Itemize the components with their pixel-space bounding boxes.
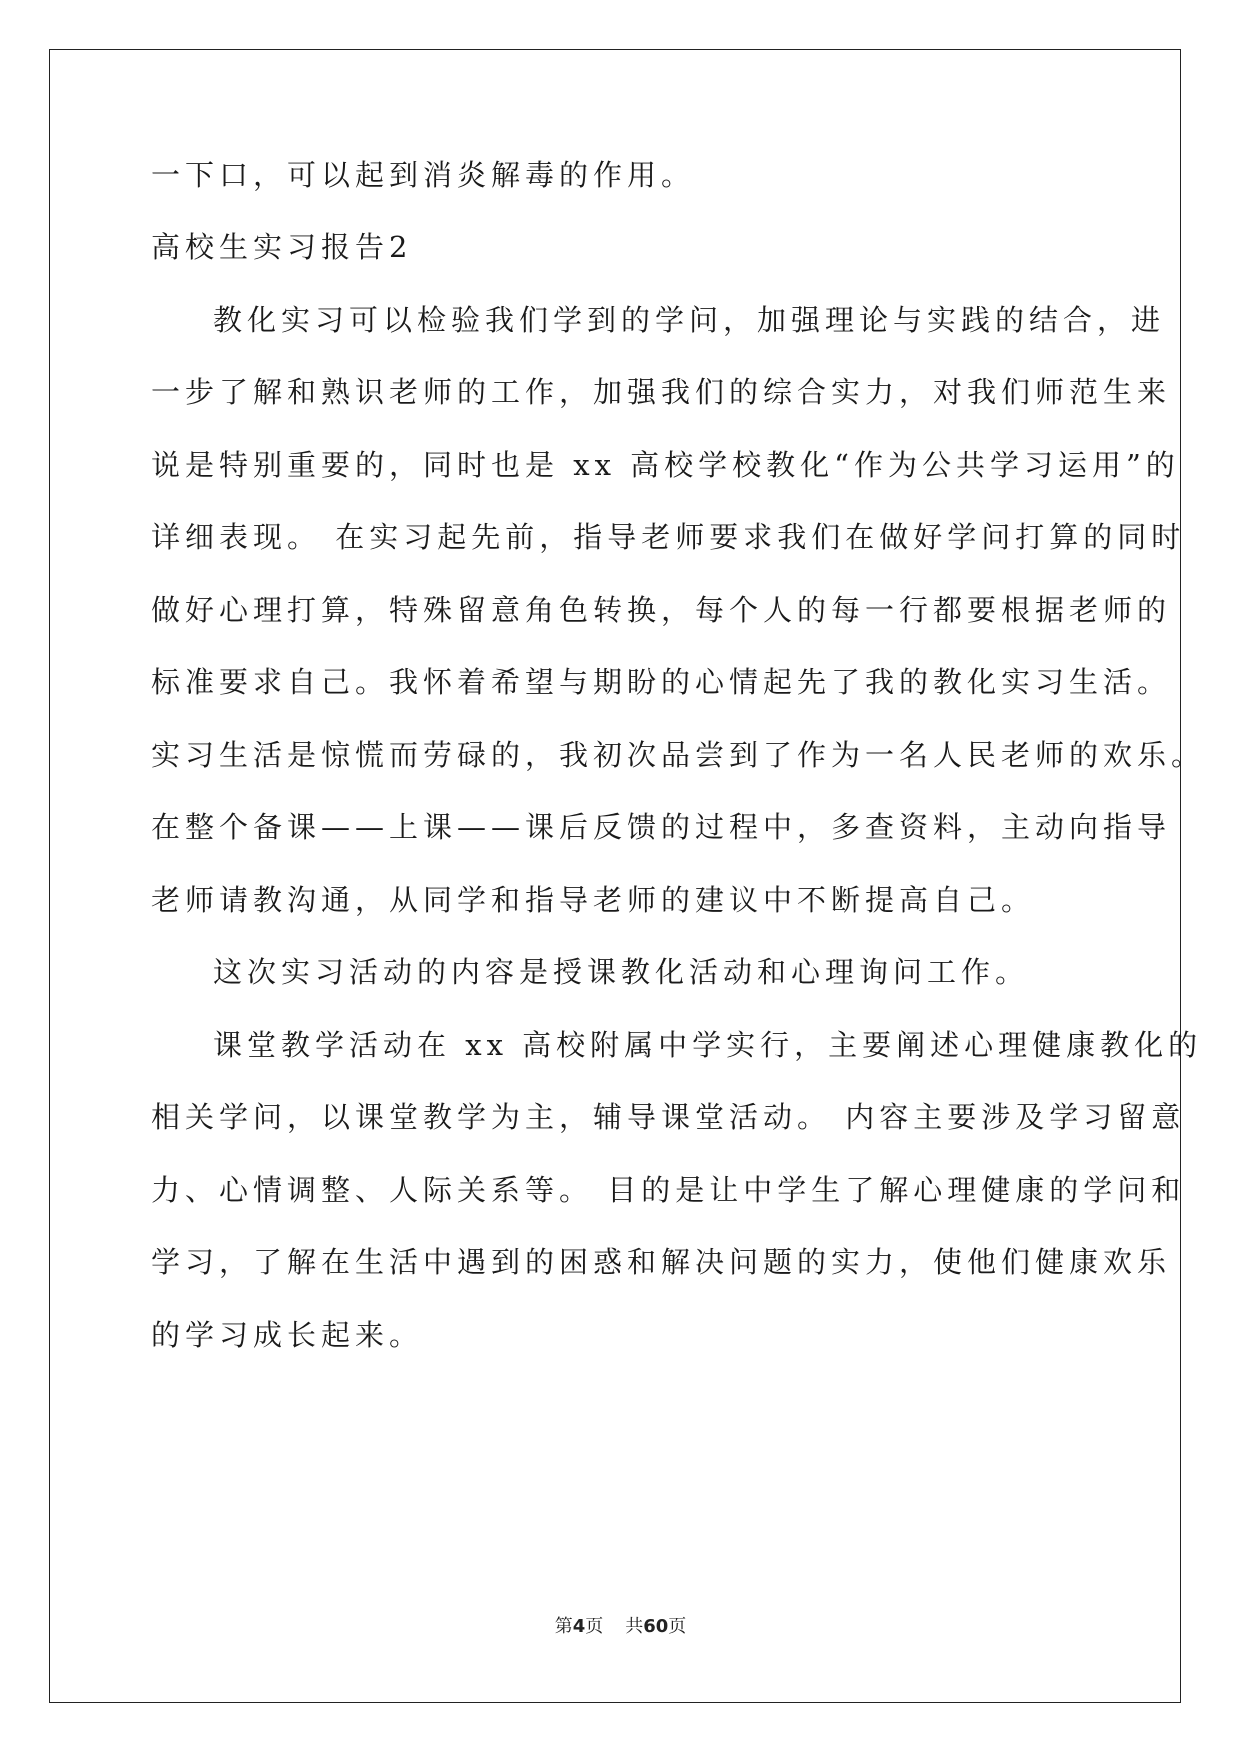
total-prefix: 共 xyxy=(625,1616,644,1637)
page-footer xyxy=(0,1612,1241,1638)
paragraph-line: 在整个备课——上课——课后反馈的过程中，多查资料，主动向指导 xyxy=(151,810,1172,844)
paragraph-line: 力、心情调整、人际关系等。 目的是让中学生了解心理健康的学问和 xyxy=(151,1173,1186,1207)
paragraph-line: 说是特别重要的，同时也是 xx 高校学校教化“作为公共学习运用”的 xyxy=(151,448,1180,482)
total-pages: 60 xyxy=(643,1616,669,1637)
page-suffix: 页 xyxy=(585,1616,604,1637)
section-heading: 高校生实习报告2 xyxy=(151,230,413,264)
paragraph-line: 做好心理打算，特殊留意角色转换，每个人的每一行都要根据老师的 xyxy=(151,593,1172,627)
page-number: 4 xyxy=(572,1616,586,1637)
total-suffix: 页 xyxy=(668,1616,687,1637)
paragraph-line: 详细表现。 在实习起先前，指导老师要求我们在做好学问打算的同时 xyxy=(151,520,1186,554)
paragraph-line: 一步了解和熟识老师的工作，加强我们的综合实力，对我们师范生来 xyxy=(151,375,1172,409)
paragraph-line: 这次实习活动的内容是授课教化活动和心理询问工作。 xyxy=(213,955,1030,989)
page-border xyxy=(49,49,1181,1703)
paragraph-line: 相关学问，以课堂教学为主，辅导课堂活动。 内容主要涉及学习留意 xyxy=(151,1100,1186,1134)
paragraph-line: 老师请教沟通，从同学和指导老师的建议中不断提高自己。 xyxy=(151,883,1036,917)
paragraph-line: 标准要求自己。我怀着希望与期盼的心情起先了我的教化实习生活。 xyxy=(151,665,1172,699)
paragraph-line: 的学习成长起来。 xyxy=(151,1318,424,1352)
paragraph-line: 教化实习可以检验我们学到的学问，加强理论与实践的结合，进 xyxy=(213,303,1166,337)
paragraph-line: 实习生活是惊慌而劳碌的，我初次品尝到了作为一名人民老师的欢乐。 xyxy=(151,738,1206,772)
paragraph-line: 学习，了解在生活中遇到的困惑和解决问题的实力，使他们健康欢乐 xyxy=(151,1245,1172,1279)
paragraph-line: 课堂教学活动在 xx 高校附属中学实行，主要阐述心理健康教化的 xyxy=(213,1028,1203,1062)
page-prefix: 第 xyxy=(554,1616,573,1637)
text-line: 一下口，可以起到消炎解毒的作用。 xyxy=(151,158,696,192)
